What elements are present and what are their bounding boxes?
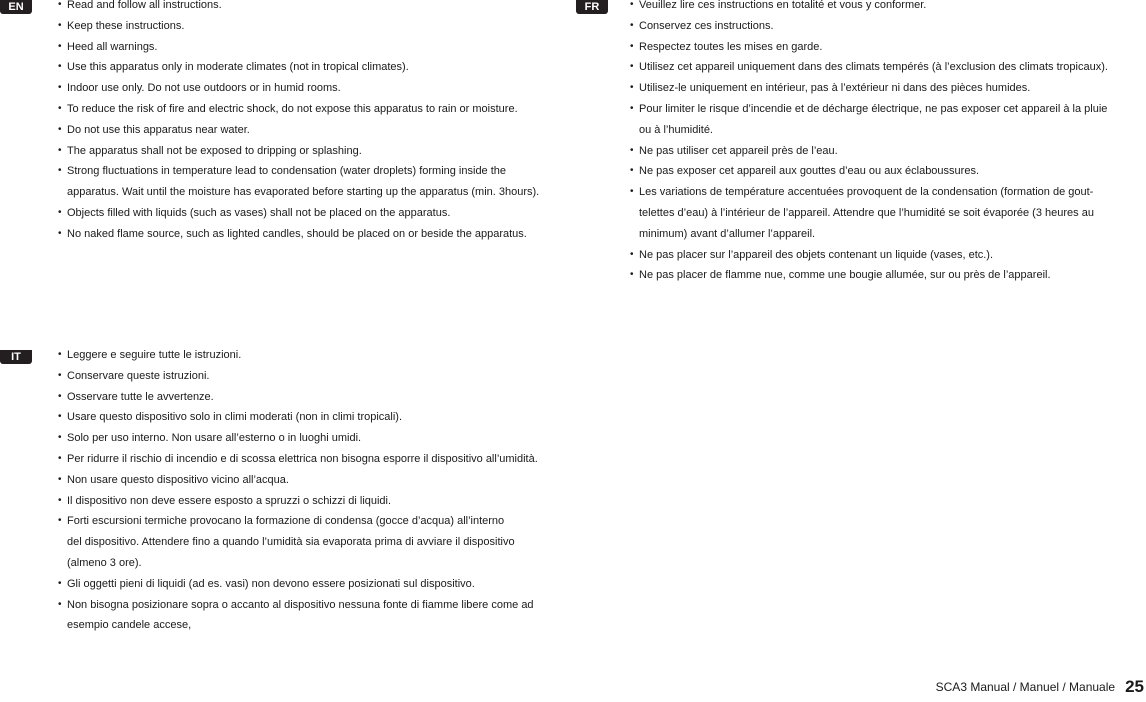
list-item: [58, 470, 538, 491]
list-item: [58, 224, 539, 245]
list-item-line: Per ridurre il rischio di incendio e di scossa elettrica non bisogna esporre il dispositivo all’umidità.: [67, 452, 538, 465]
list-item-line: Les variations de température accentuées provoquent de la condensation (formation de gout-: [639, 186, 1094, 199]
list-item-line: ou à l’humidité.: [639, 123, 713, 136]
list-item: [58, 366, 538, 387]
list-item-line: telettes d’eau) à l’intérieur de l’appareil. Attendre que l’humidité se soit évaporée (3 heures au: [639, 206, 1094, 219]
page-footer: [936, 672, 1146, 702]
list-item-line: Ne pas exposer cet appareil aux gouttes d’eau ou aux éclaboussures.: [639, 165, 979, 178]
list-item: [58, 161, 539, 203]
list-item-line: esempio candele accese,: [67, 619, 192, 632]
list-item-line: No naked flame source, such as lighted candles, should be placed on or beside the apparatus.: [67, 227, 527, 240]
lang-badge-it: IT: [0, 350, 32, 364]
list-item: [58, 595, 538, 637]
list-item-line: Use this apparatus only in moderate climates (not in tropical climates).: [67, 61, 409, 74]
instructions-list-it: [58, 345, 538, 636]
list-item-line: Utilisez cet appareil uniquement dans des climats tempérés (à l’exclusion des climats tropicaux).: [639, 61, 1108, 74]
list-item-line: Pour limiter le risque d’incendie et de décharge électrique, ne pas exposer cet appareil à la pluie: [639, 102, 1108, 115]
instructions-list-en: [58, 0, 539, 245]
list-item-line: Do not use this apparatus near water.: [67, 123, 250, 136]
list-item: [630, 265, 1108, 286]
list-item-line: Keep these instructions.: [67, 19, 185, 32]
list-item: [58, 141, 539, 162]
list-item: [58, 0, 539, 16]
list-item: [630, 161, 1108, 182]
list-item-line: Strong fluctuations in temperature lead to condensation (water droplets) forming inside the: [67, 165, 507, 178]
list-item: [630, 16, 1108, 37]
list-item: [630, 182, 1108, 244]
list-item: [58, 345, 538, 366]
list-item: [58, 37, 539, 58]
list-item-line: Respectez toutes les mises en garde.: [639, 40, 823, 53]
list-item-line: Conservez ces instructions.: [639, 19, 774, 32]
list-item-line: Utilisez-le uniquement en intérieur, pas à l’extérieur ni dans des pièces humides.: [639, 82, 1031, 95]
list-item-line: Veuillez lire ces instructions en totalité et vous y conformer.: [639, 0, 927, 11]
list-item-line: Usare questo dispositivo solo in climi moderati (non in climi tropicali).: [67, 411, 403, 424]
list-item: [630, 0, 1108, 16]
list-item-line: Non bisogna posizionare sopra o accanto al dispositivo nessuna fonte di fiamme libere come ad: [67, 598, 534, 611]
list-item-line: The apparatus shall not be exposed to dripping or splashing.: [67, 144, 362, 157]
list-item: [58, 120, 539, 141]
list-item-line: Conservare queste istruzioni.: [67, 369, 210, 382]
list-item-line: Ne pas placer sur l’appareil des objets contenant un liquide (vases, etc.).: [639, 248, 994, 261]
list-item-line: Objects filled with liquids (such as vases) shall not be placed on the apparatus.: [67, 206, 451, 219]
list-item-line: Leggere e seguire tutte le istruzioni.: [67, 349, 242, 361]
list-item-line: Gli oggetti pieni di liquidi (ad es. vasi) non devono essere posizionati sul dispositivo.: [67, 577, 475, 590]
lang-badge-en: EN: [0, 0, 32, 14]
list-item-line: Ne pas utiliser cet appareil près de l’eau.: [639, 144, 838, 157]
list-item-line: To reduce the risk of fire and electric shock, do not expose this apparatus to rain or moisture.: [67, 102, 518, 115]
page-number: 25: [1125, 677, 1144, 696]
list-item-line: apparatus. Wait until the moisture has evaporated before starting up the apparatus (min. 3hours).: [67, 186, 540, 199]
list-item: [58, 449, 538, 470]
list-item-line: Solo per uso interno. Non usare all’esterno o in luoghi umidi.: [67, 432, 362, 445]
list-item: [58, 428, 538, 449]
list-item-line: Osservare tutte le avvertenze.: [67, 390, 214, 403]
list-item-line: Ne pas placer de flamme nue, comme une bougie allumée, sur ou près de l’appareil.: [639, 269, 1051, 282]
list-item: [630, 99, 1108, 141]
list-item-line: Non usare questo dispositivo vicino all’acqua.: [67, 473, 289, 486]
list-item: [58, 99, 539, 120]
list-item: [630, 78, 1108, 99]
list-item-line: Il dispositivo non deve essere esposto a spruzzi o schizzi di liquidi.: [67, 494, 392, 507]
list-item-line: Heed all warnings.: [67, 40, 158, 53]
instructions-list-fr: [630, 0, 1108, 286]
list-item: [58, 203, 539, 224]
list-item: [58, 574, 538, 595]
list-item: [58, 407, 538, 428]
list-item-line: del dispositivo. Attendere fino a quando l’umidità sia evaporata prima di avviare il dispositivo: [67, 536, 515, 549]
list-item: [58, 78, 539, 99]
list-item: [630, 57, 1108, 78]
list-item: [58, 491, 538, 512]
list-item: [630, 141, 1108, 162]
list-item: [58, 387, 538, 408]
list-item: [630, 37, 1108, 58]
list-item-line: (almeno 3 ore).: [67, 556, 142, 569]
list-item-line: Indoor use only. Do not use outdoors or in humid rooms.: [67, 82, 341, 95]
list-item: [58, 16, 539, 37]
list-item: [58, 57, 539, 78]
lang-badge-fr: FR: [576, 0, 608, 14]
list-item: [630, 245, 1108, 266]
list-item-line: Forti escursioni termiche provocano la formazione di condensa (gocce d’acqua) all’interno: [67, 515, 505, 528]
list-item: [58, 511, 538, 573]
footer-manual-title: SCA3 Manual / Manuel / Manuale: [935, 680, 1116, 694]
list-item-line: minimum) avant d’allumer l’appareil.: [639, 227, 816, 240]
list-item-line: Read and follow all instructions.: [67, 0, 222, 11]
